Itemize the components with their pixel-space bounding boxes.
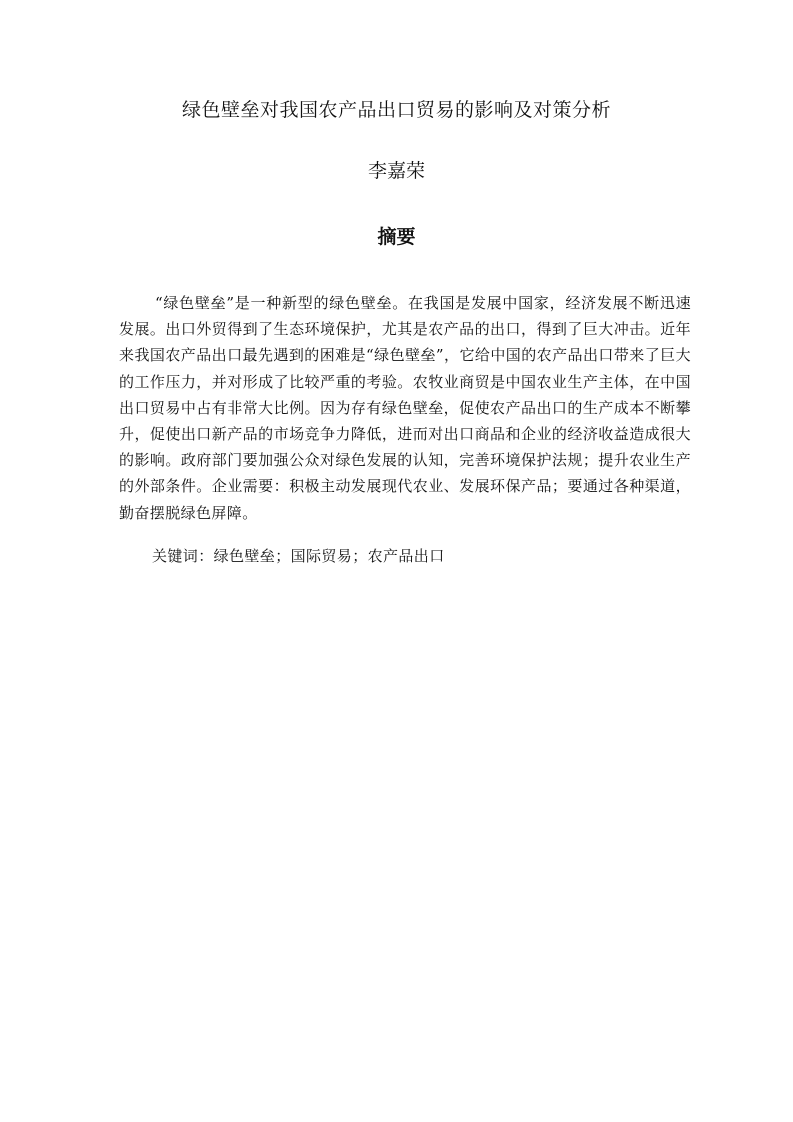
- abstract-heading: 摘要: [377, 226, 416, 248]
- author-name: 李嘉荣: [367, 160, 425, 182]
- paper-title: 绿色壁垒对我国农产品出口贸易的影响及对策分析: [181, 99, 611, 121]
- keywords-line: 关键词：绿色壁垒；国际贸易；农产品出口: [152, 547, 445, 565]
- abstract-paragraph: “绿色壁垒”是一种新型的绿色壁垒。在我国是发展中国家，经济发展不断迅速发展。出口外贸得到了生态环境保护，尤其是农产品的出口，得到了巨大冲击。近年来我国农产品出口最先遇到的困难是“绿色壁垒”，它给中国的农产品出口带来了巨大的工作压力，并对形成了比较严重的考验。农牧业商贸是中国农业生产主体，在中国出口贸易中占有非常大比例。因为存有绿色壁垒，促使农产品出口的生产成本不断攀升，促使出口新产品的市场竞争力降低，进而对出口商品和企业的经济收益造成很大的影响。政府部门要加强公众对绿色发展的认知，完善环境保护法规；提升农业生产的外部条件。企业需要：积极主动发展现代农业、发展环保产品；要通过各种渠道，勤奋摆脱绿色屏障。: [119, 294, 691, 522]
